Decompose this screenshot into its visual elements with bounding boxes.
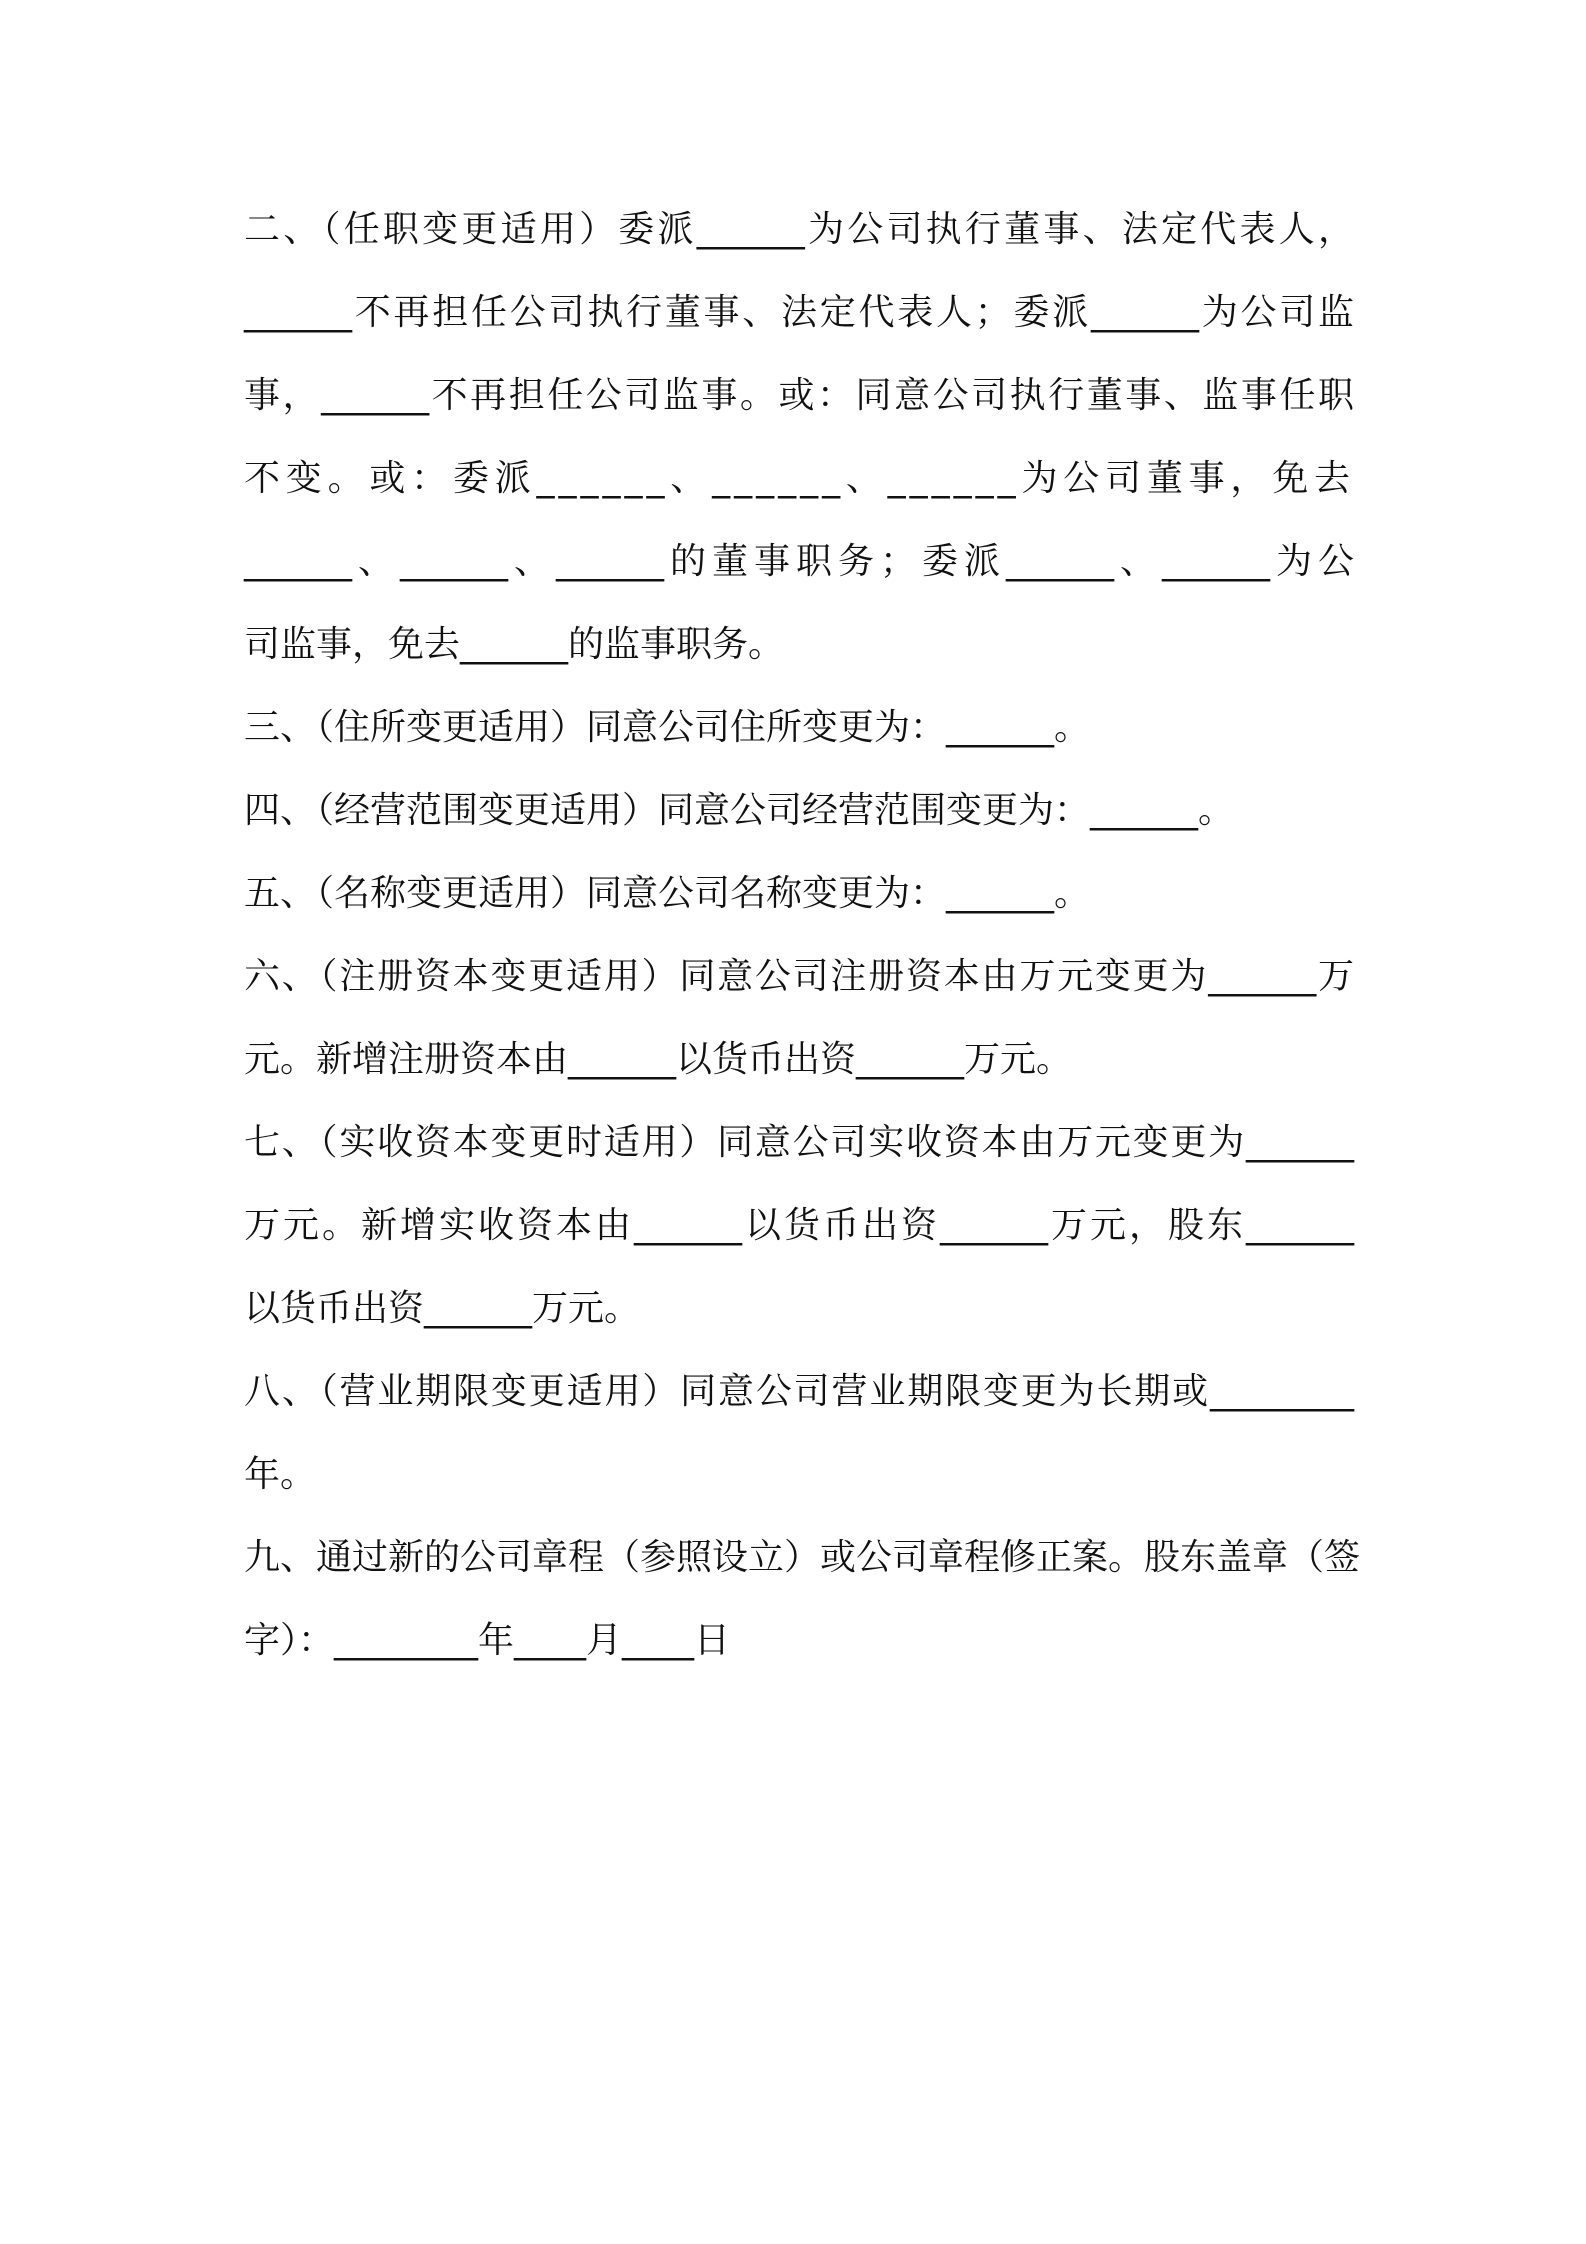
section-2-line-1: 二、（任职变更适用）委派______为公司执行董事、法定代表人， [244, 209, 1354, 250]
section-2-line-3: 事，______不再担任公司监事。或：同意公司执行董事、监事任职 [244, 375, 1354, 416]
section-5-line-1: 五、（名称变更适用）同意公司名称变更为：______。 [244, 873, 1091, 914]
section-3-line-1: 三、（住所变更适用）同意公司住所变更为：______。 [244, 707, 1091, 748]
section-9-line-1: 九、通过新的公司章程（参照设立）或公司章程修正案。股东盖章（签 [244, 1537, 1361, 1578]
section-2-line-6: 司监事，免去______的监事职务。 [244, 624, 785, 665]
section-8-line-2: 年。 [244, 1454, 317, 1495]
section-4-line-1: 四、（经营范围变更适用）同意公司经营范围变更为：______。 [244, 790, 1235, 831]
section-6-line-1: 六、（注册资本变更适用）同意公司注册资本由万元变更为______万 [244, 956, 1354, 997]
section-8-line-1: 八、（营业期限变更适用）同意公司营业期限变更为长期或________ [244, 1371, 1354, 1412]
section-7-line-1: 七、（实收资本变更时适用）同意公司实收资本由万元变更为______ [244, 1122, 1354, 1163]
section-2-line-5: ______、______、______的董事职务；委派______、______为公 [244, 541, 1354, 582]
section-2-line-2: ______不再担任公司执行董事、法定代表人；委派______为公司监 [244, 292, 1354, 333]
section-2-line-4: 不变。或：委派______、______、______为公司董事，免去 [244, 458, 1354, 499]
section-7-line-3: 以货币出资______万元。 [244, 1288, 641, 1329]
section-7-line-2: 万元。新增实收资本由______以货币出资______万元，股东______ [244, 1205, 1354, 1246]
section-9-line-2: 字）：________年____月____日 [244, 1620, 731, 1661]
section-6-line-2: 元。新增注册资本由______以货币出资______万元。 [244, 1039, 1073, 1080]
